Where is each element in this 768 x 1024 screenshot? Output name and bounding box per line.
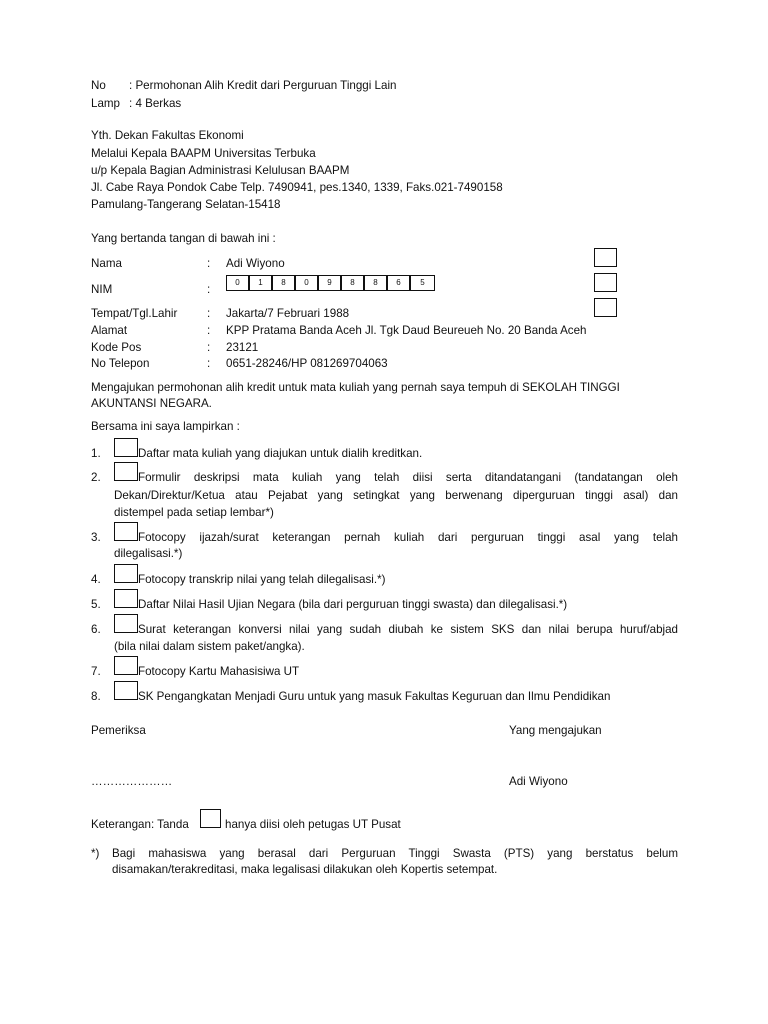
telepon-label: No Telepon [91,357,150,370]
request-line: AKUNTANSI NEGARA. [91,397,212,410]
nim-digit-cell: 0 [295,275,318,291]
footnote-text: Bagi mahasiswa yang berasal dari Perguruan Tinggi Swasta (PTS) yang berstatus belum [112,847,678,860]
item-text: SK Pengangkatan Menjadi Guru untuk yang masuk Fakultas Keguruan dan Ilmu Pendidikan [138,690,611,703]
lamp-label: Lamp [91,97,121,110]
item-text: distempel pada setiap lembar*) [114,506,274,519]
nim-digit-cell: 8 [341,275,364,291]
colon: : [207,341,211,354]
office-checkbox[interactable] [594,273,617,292]
nim-digit-cell: 8 [364,275,387,291]
telepon-value: 0651-28246/HP 081269704063 [226,357,388,370]
item-checkbox[interactable] [114,522,138,541]
item-text: Formulir deskripsi mata kuliah yang telah diisi serta ditandatangani (tandatangan oleh [138,471,678,484]
request-line: Mengajukan permohonan alih kredit untuk mata kuliah yang pernah saya tempuh di SEKOLAH TINGGI [91,381,620,394]
recipient-line: Jl. Cabe Raya Pondok Cabe Telp. 7490941, pes.1340, 1339, Faks.021-7490158 [91,181,503,194]
item-number: 5. [91,598,101,611]
recipient-line: Yth. Dekan Fakultas Ekonomi [91,129,244,142]
recipient-line: Pamulang-Tangerang Selatan-15418 [91,198,281,211]
item-text: Surat keterangan konversi nilai yang sudah diubah ke sistem SKS dan nilai berupa huruf/abjad [138,623,678,636]
note-checkbox-symbol [200,809,221,828]
item-checkbox[interactable] [114,564,138,583]
nama-label: Nama [91,257,122,270]
colon: : [207,257,211,270]
lamp-value: : 4 Berkas [129,97,182,110]
recipient-line: u/p Kepala Bagian Administrasi Kelulusan BAAPM [91,164,350,177]
item-text: Fotocopy Kartu Mahasisiwa UT [138,665,300,678]
item-number: 1. [91,447,101,460]
colon: : [207,307,211,320]
item-text: Fotocopy transkrip nilai yang telah dilegalisasi.*) [138,573,386,586]
item-text: Daftar Nilai Hasil Ujian Negara (bila dari perguruan tinggi swasta) dan dilegalisasi.*) [138,598,568,611]
ttl-label: Tempat/Tgl.Lahir [91,307,178,320]
nim-digit-cell: 5 [410,275,435,291]
examiner-label: Pemeriksa [91,724,146,737]
kodepos-value: 23121 [226,341,259,354]
item-checkbox[interactable] [114,589,138,608]
attach-intro: Bersama ini saya lampirkan : [91,420,240,433]
note-text-after: hanya diisi oleh petugas UT Pusat [225,818,401,831]
nim-digit-cell: 1 [249,275,272,291]
applicant-label: Yang mengajukan [509,724,602,737]
item-checkbox[interactable] [114,681,138,700]
office-checkbox[interactable] [594,298,617,317]
no-value: : Permohonan Alih Kredit dari Perguruan Tinggi Lain [129,79,397,92]
item-number: 8. [91,690,101,703]
item-number: 2. [91,471,101,484]
alamat-label: Alamat [91,324,128,337]
item-number: 7. [91,665,101,678]
colon: : [207,357,211,370]
item-number: 6. [91,623,101,636]
colon: : [207,324,211,337]
item-checkbox[interactable] [114,614,138,633]
item-text: dilegalisasi.*) [114,547,183,560]
item-checkbox[interactable] [114,438,138,457]
nim-digit-cell: 8 [272,275,295,291]
colon: : [207,283,211,296]
item-text: (bila nilai dalam sistem paket/angka). [114,640,305,653]
item-checkbox[interactable] [114,656,138,675]
nim-label: NIM [91,283,113,296]
nim-digit-cell: 0 [226,275,249,291]
footnote-marker: *) [91,847,100,860]
ttl-value: Jakarta/7 Februari 1988 [226,307,350,320]
examiner-signature-dots: ………………… [91,775,173,788]
item-number: 4. [91,573,101,586]
applicant-name: Adi Wiyono [509,775,568,788]
intro-text: Yang bertanda tangan di bawah ini : [91,232,276,245]
office-checkbox[interactable] [594,248,617,267]
footnote-text: disamakan/terakreditasi, maka legalisasi dilakukan oleh Kopertis setempat. [112,863,498,876]
recipient-line: Melalui Kepala BAAPM Universitas Terbuka [91,147,316,160]
item-text: Dekan/Direktur/Ketua atau Pejabat yang setingkat yang berwenang diperguruan tinggi asal) dan [114,489,678,502]
item-text: Fotocopy ijazah/surat keterangan pernah kuliah dari perguruan tinggi asal yang telah [138,531,678,544]
nim-digit-cell: 6 [387,275,410,291]
note-text-before: Keterangan: Tanda [91,818,189,831]
item-checkbox[interactable] [114,462,138,481]
item-text: Daftar mata kuliah yang diajukan untuk dialih kreditkan. [138,447,423,460]
nama-value: Adi Wiyono [226,257,285,270]
alamat-value: KPP Pratama Banda Aceh Jl. Tgk Daud Beureueh No. 20 Banda Aceh [226,324,587,337]
kodepos-label: Kode Pos [91,341,142,354]
item-number: 3. [91,531,101,544]
nim-digit-cell: 9 [318,275,341,291]
no-label: No [91,79,106,92]
